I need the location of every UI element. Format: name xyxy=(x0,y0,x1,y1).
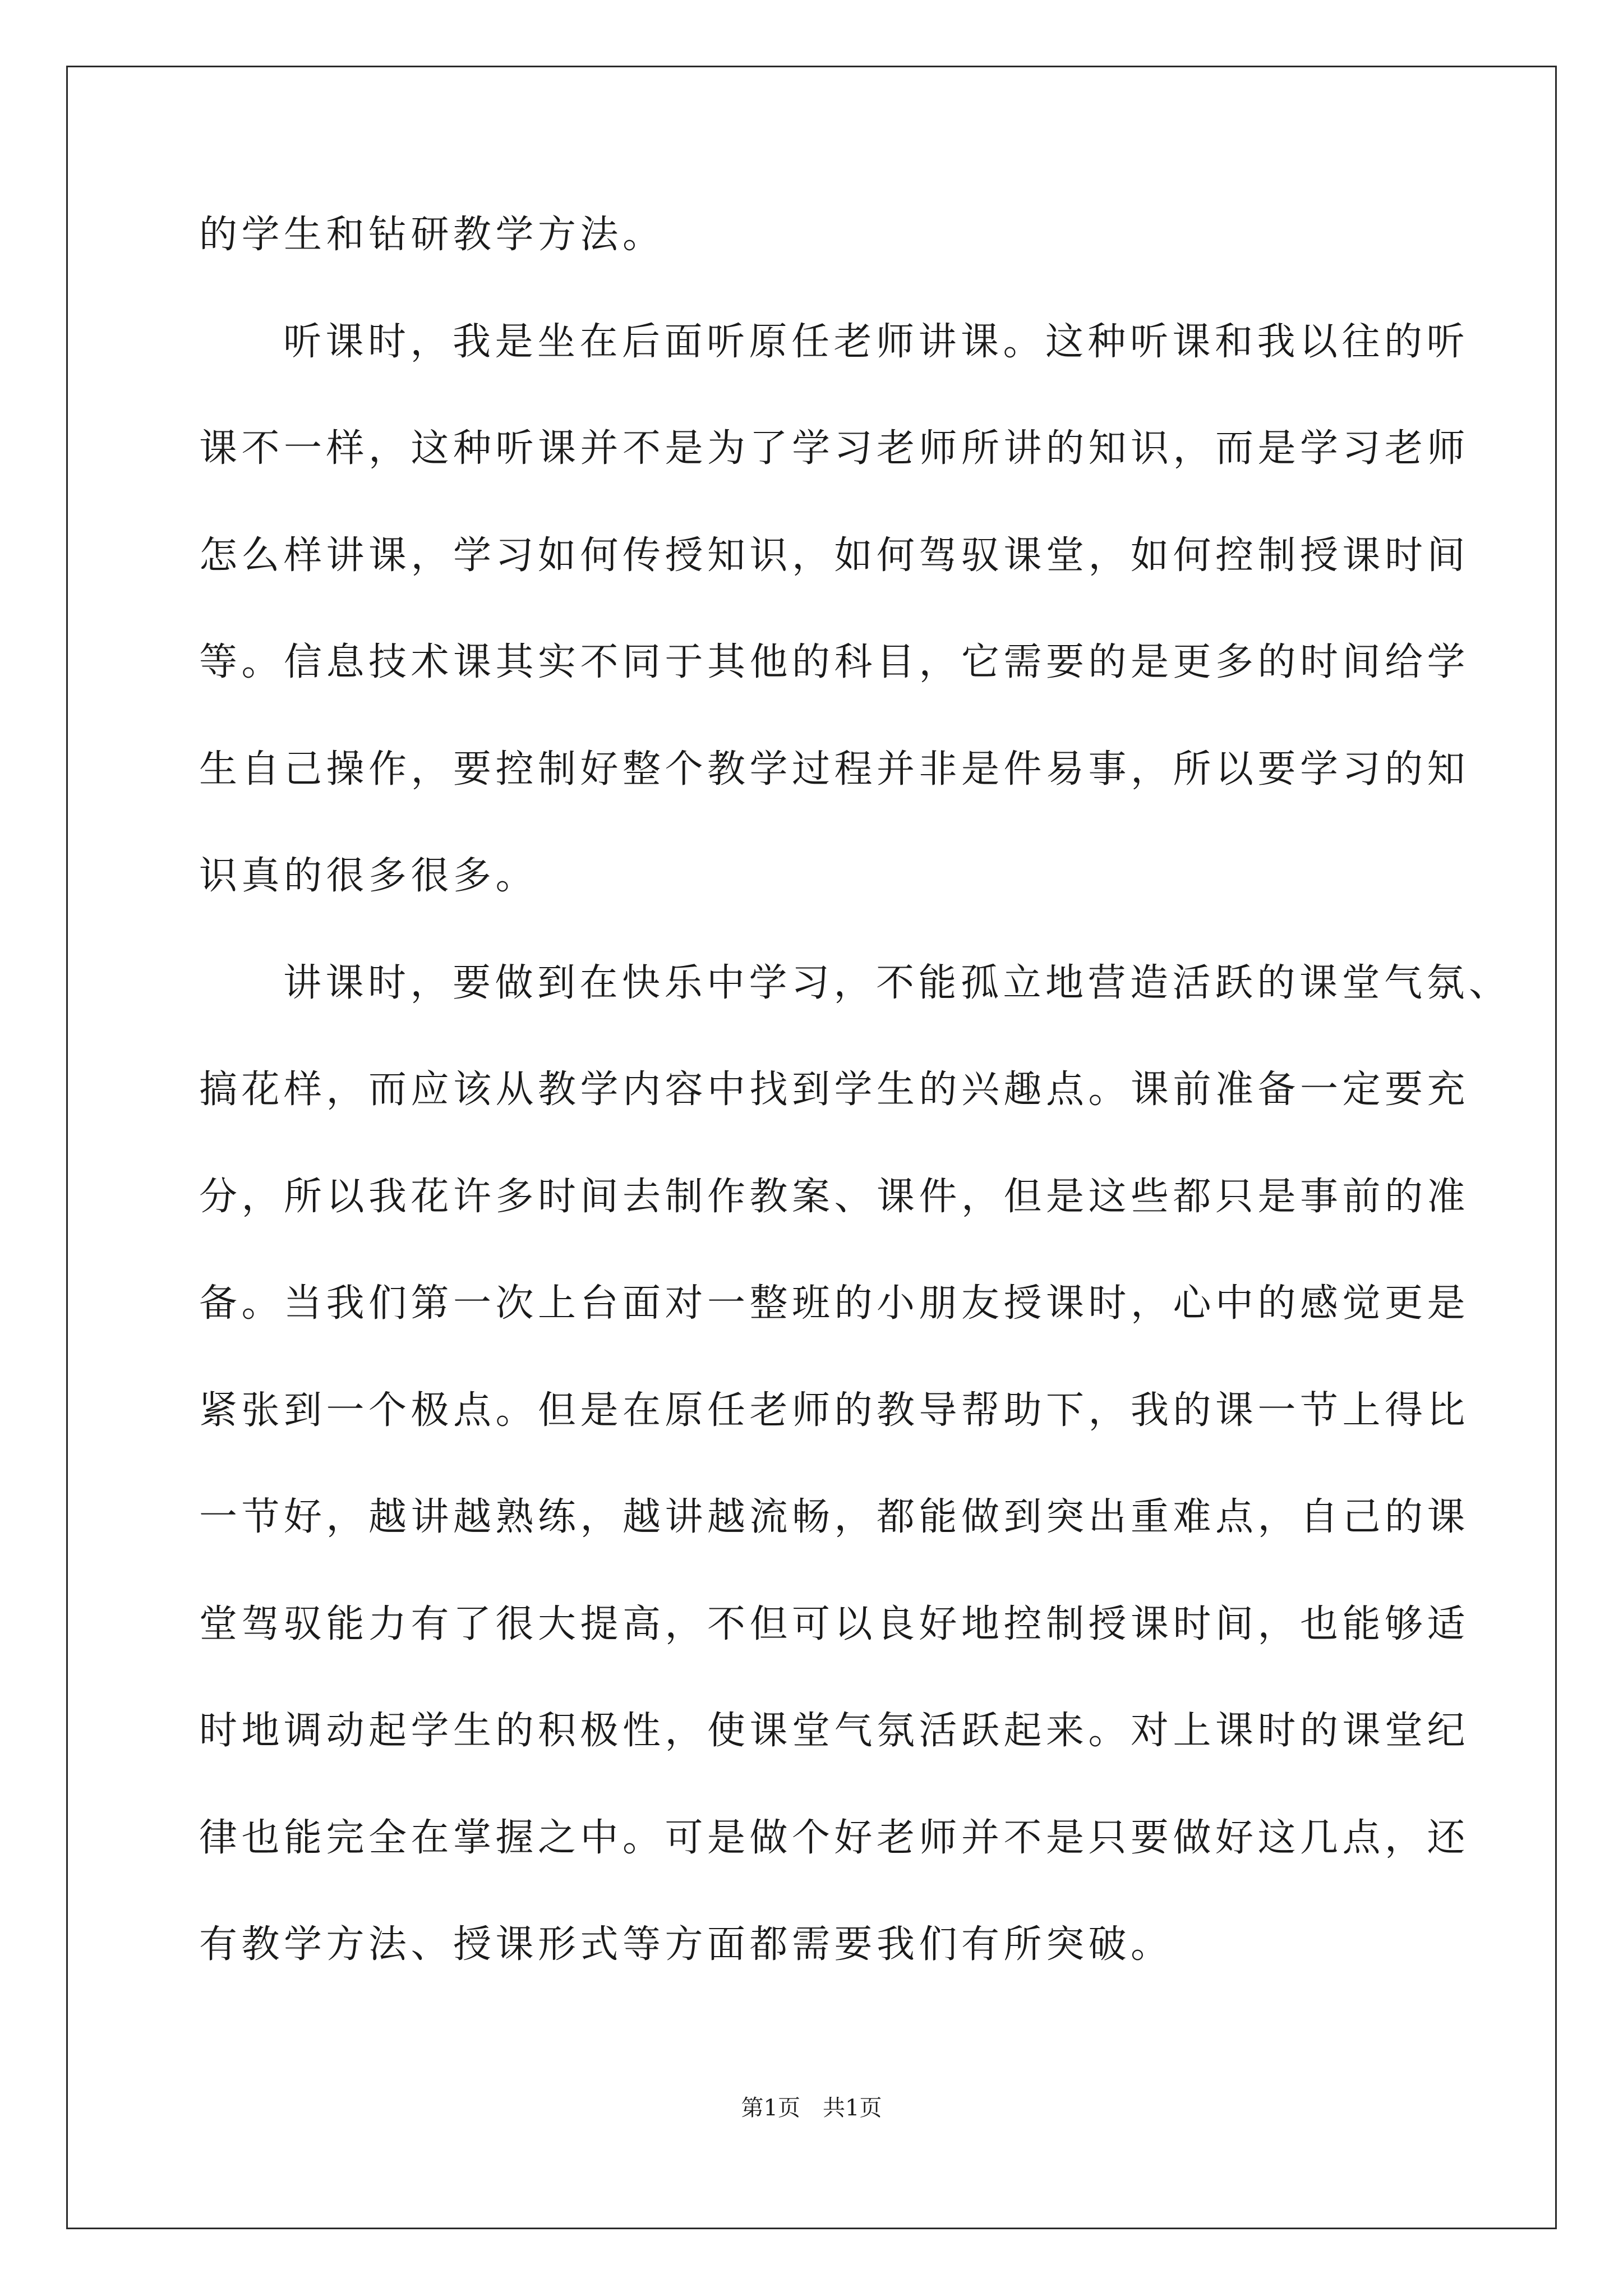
text-line: 紧张到一个极点。但是在原任老师的教导帮助下，我的课一节上得比 xyxy=(199,1388,1470,1433)
text-line: 怎么样讲课，学习如何传授知识，如何驾驭课堂，如何控制授课时间 xyxy=(199,533,1470,578)
text-line: 分，所以我花许多时间去制作教案、课件，但是这些都只是事前的准 xyxy=(199,1174,1470,1219)
text-line: 有教学方法、授课形式等方面都需要我们有所突破。 xyxy=(199,1922,1173,1967)
text-line: 课不一样，这种听课并不是为了学习老师所讲的知识，而是学习老师 xyxy=(199,426,1470,471)
text-line: 生自己操作，要控制好整个教学过程并非是件易事，所以要学习的知 xyxy=(199,747,1470,792)
text-line: 搞花样，而应该从教学内容中找到学生的兴趣点。课前准备一定要充 xyxy=(199,1068,1470,1112)
text-line: 律也能完全在掌握之中。可是做个好老师并不是只要做好这几点，还 xyxy=(199,1815,1470,1860)
text-line: 的学生和钻研教学方法。 xyxy=(199,213,665,257)
paragraph-first-line: 听课时，我是坐在后面听原任老师讲课。这种听课和我以往的听 xyxy=(283,319,1469,364)
text-line: 等。信息技术课其实不同于其他的科目，它需要的是更多的时间给学 xyxy=(199,640,1470,684)
page-number-footer: 第1页 共1页 xyxy=(741,2095,882,2121)
document-body xyxy=(199,213,1511,2033)
paragraph-first-line: 讲课时，要做到在快乐中学习，不能孤立地营造活跃的课堂气氛、 xyxy=(283,960,1511,1005)
text-line: 一节好，越讲越熟练，越讲越流畅，都能做到突出重难点，自己的课 xyxy=(199,1495,1470,1539)
text-line: 备。当我们第一次上台面对一整班的小朋友授课时，心中的感觉更是 xyxy=(199,1281,1470,1326)
text-line: 时地调动起学生的积极性，使课堂气氛活跃起来。对上课时的课堂纪 xyxy=(199,1709,1470,1753)
text-line: 识真的很多很多。 xyxy=(199,854,538,898)
text-line: 堂驾驭能力有了很大提高，不但可以良好地控制授课时间，也能够适 xyxy=(199,1602,1470,1646)
